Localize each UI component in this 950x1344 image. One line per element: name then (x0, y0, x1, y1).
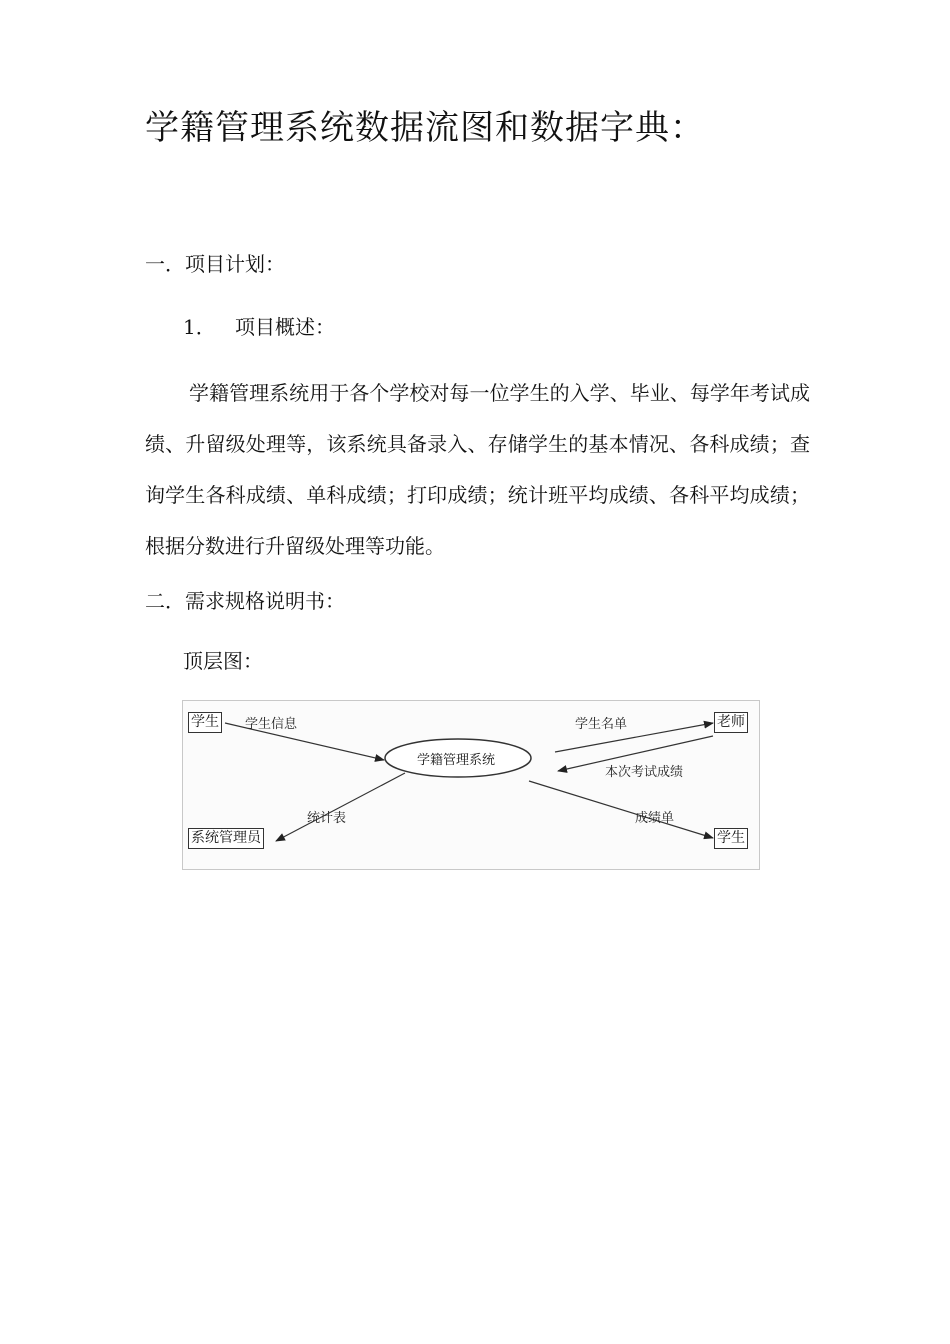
flow-label-student-info: 学生信息 (245, 717, 298, 732)
flow-label-exam-scores: 本次考试成绩 (605, 765, 684, 780)
entity-admin: 系统管理员 (188, 828, 264, 849)
section-heading-project-plan: 一．项目计划： (145, 252, 285, 276)
process-label: 学籍管理系统 (417, 753, 496, 768)
flow-label-stats-table: 统计表 (307, 811, 347, 826)
subsection-heading-overview (183, 311, 335, 340)
overview-paragraph: 学籍管理系统用于各个学校对每一位学生的入学、毕业、每学年考试成绩、升留级处理等，该系统具备录入、存储学生的基本情况、各科成绩；查询学生各科成绩、单科成绩；打印成绩；统计班平均成绩、各科平均成绩；根据分数进行升留级处理等功能。 (145, 381, 810, 558)
subsection-title: 项目概述： (235, 315, 335, 339)
entity-student-source: 学生 (188, 712, 222, 733)
flow-line-report-card (529, 781, 713, 838)
flow-label-report-card: 成绩单 (635, 811, 675, 826)
entity-teacher: 老师 (714, 712, 748, 733)
flow-label-student-list: 学生名单 (575, 717, 628, 732)
subsection-number: 1． (183, 315, 216, 339)
document-title: 学籍管理系统数据流图和数据字典： (145, 108, 705, 148)
data-flow-diagram (182, 700, 760, 870)
section-heading-requirements: 二．需求规格说明书： (145, 589, 345, 613)
entity-student-sink: 学生 (714, 828, 748, 849)
diagram-caption: 顶层图： (183, 649, 263, 673)
